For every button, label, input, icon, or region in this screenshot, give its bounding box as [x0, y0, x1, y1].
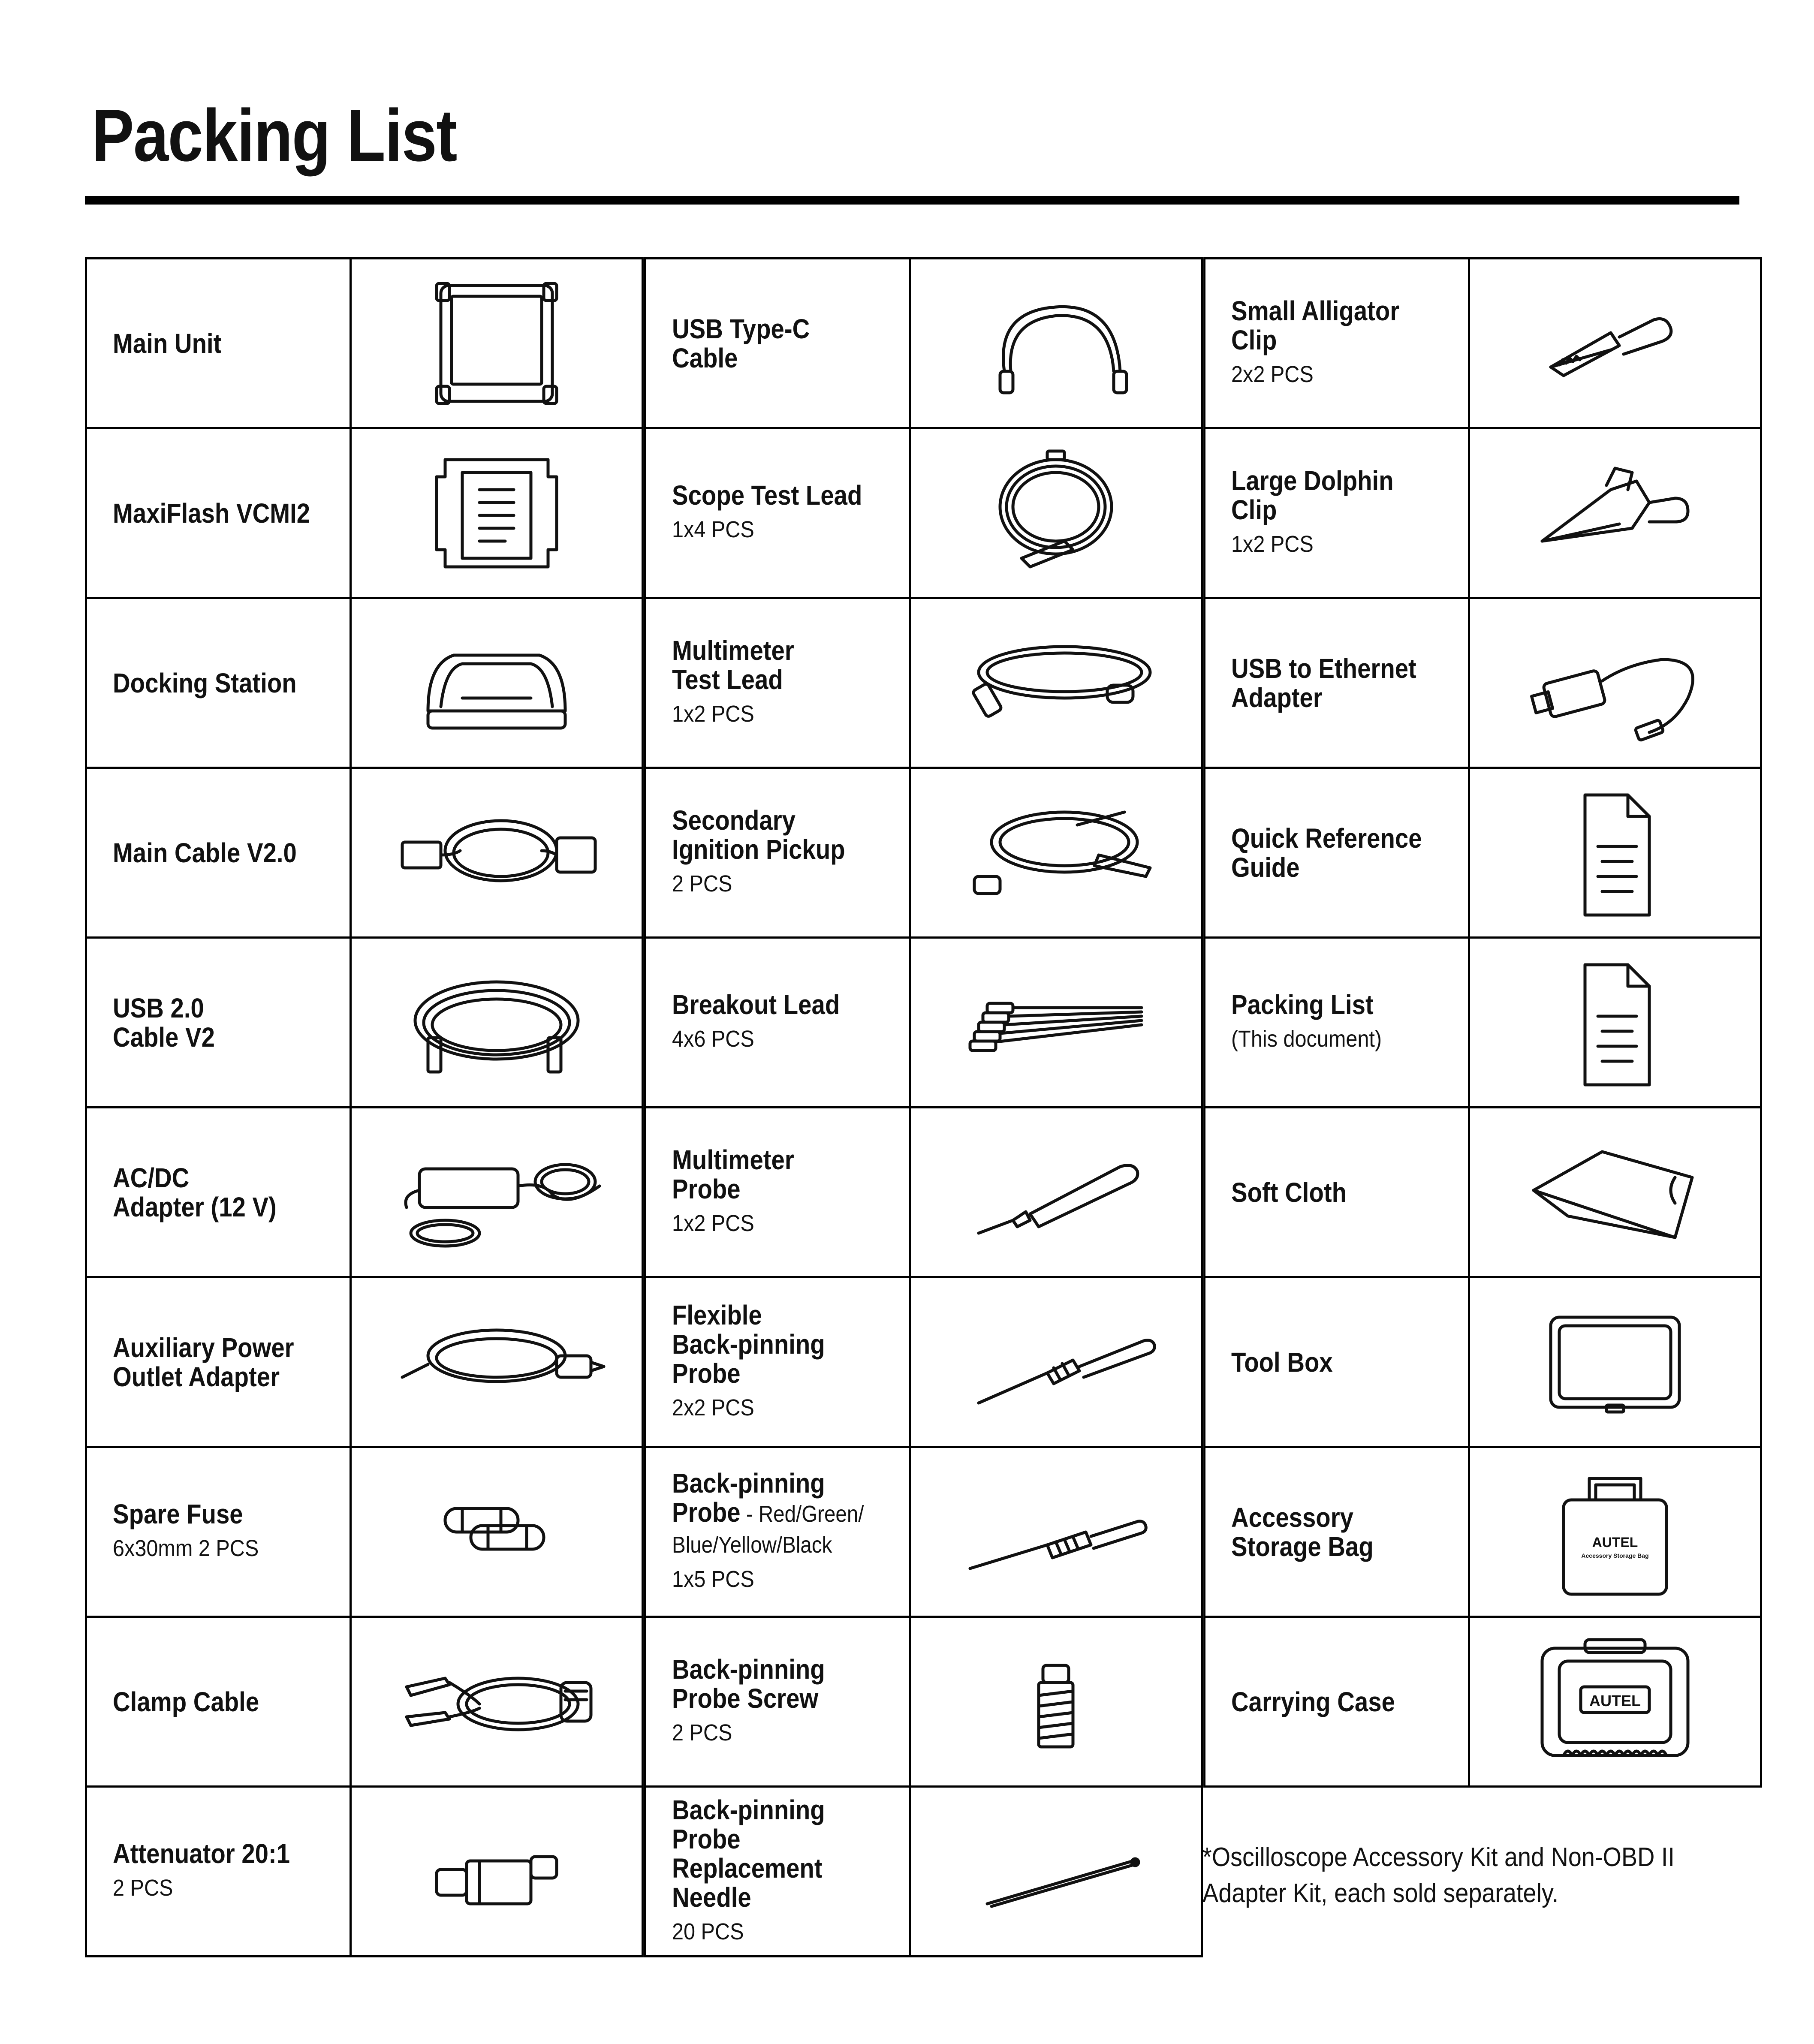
item-image-cell: [351, 938, 643, 1108]
item-label-cell: [645, 1277, 910, 1447]
alligator-clip-icon: [1495, 273, 1735, 414]
item-label-cell: [86, 428, 351, 598]
item-name: [672, 636, 880, 694]
item-label-cell: [86, 1108, 351, 1277]
attenuator-icon: [377, 1801, 617, 1942]
probe-icon: [936, 1122, 1176, 1263]
ethernet-adapter-icon: [1495, 612, 1735, 754]
packing-item-ac-dc-adapter-12-v: [86, 1108, 643, 1277]
item-name-text: Small Alligator Clip: [1231, 295, 1400, 355]
item-name-text: Back-pinning Probe: [672, 1467, 825, 1528]
item-image-cell: [910, 259, 1202, 428]
item-name: [113, 1163, 321, 1222]
item-label-cell: [86, 259, 351, 428]
item-label-cell: [645, 259, 910, 428]
breakout-lead-icon: [936, 952, 1176, 1093]
scope-lead-icon: [936, 443, 1176, 584]
packing-item-quick-reference-guide: [1205, 768, 1761, 938]
item-label-cell: [86, 1787, 351, 1957]
packing-item-usb-type-c-cable: [645, 259, 1202, 428]
item-name: [672, 990, 880, 1019]
item-image-cell: [351, 1447, 643, 1617]
item-name-text: Spare Fuse: [113, 1498, 243, 1529]
packing-item-carrying-case: [1205, 1617, 1761, 1787]
carrying-case-icon: [1495, 1631, 1735, 1773]
item-name: [672, 481, 880, 510]
item-name: [1231, 1348, 1440, 1377]
packing-item-flexible-back-pinning-probe: [645, 1277, 1202, 1447]
item-name: [672, 806, 880, 864]
item-label-cell: [645, 768, 910, 938]
item-name-text: MaxiFlash VCMI2: [113, 497, 310, 529]
packing-column-3: [1203, 257, 1762, 1788]
item-name: [113, 499, 321, 528]
item-name-text: Quick Reference Guide: [1231, 822, 1422, 883]
packing-item-tool-box: [1205, 1277, 1761, 1447]
usb-cable-icon: [377, 952, 617, 1093]
item-label-cell: [645, 938, 910, 1108]
item-name-text: Auxiliary Power Outlet Adapter: [113, 1332, 294, 1392]
item-label-cell: [86, 1447, 351, 1617]
item-label-cell: [1205, 1277, 1469, 1447]
item-name: [1231, 990, 1440, 1019]
title-rule: [85, 196, 1739, 205]
obd-cable-icon: [377, 782, 617, 924]
item-name-text: USB Type-C Cable: [672, 313, 810, 373]
packing-item-accessory-storage-bag: [1205, 1447, 1761, 1617]
item-name-text: Breakout Lead: [672, 989, 840, 1020]
item-name: [672, 1795, 880, 1912]
storage-bag-icon: [1495, 1461, 1735, 1603]
dolphin-clip-icon: [1495, 443, 1735, 584]
item-quantity: 20 PCS: [672, 1918, 744, 1945]
packing-item-secondary-ignition-pickup: [645, 768, 1202, 938]
item-color-note: - Red/Green/ Blue/Yellow/Black: [672, 1501, 864, 1558]
vcmi-device-icon: [377, 443, 617, 584]
ignition-pickup-icon: [936, 782, 1176, 924]
item-label-cell: [86, 938, 351, 1108]
item-image-cell: [1469, 428, 1761, 598]
packing-column-1: [85, 257, 644, 1957]
packing-item-usb-2-0-cable-v2: [86, 938, 643, 1108]
packing-item-main-unit: [86, 259, 643, 428]
svg-text:AUTEL: AUTEL: [1592, 1534, 1638, 1550]
packing-item-back-pinning-probe: [645, 1447, 1202, 1617]
item-name-text: USB to Ethernet Adapter: [1231, 653, 1416, 713]
item-name: [672, 314, 880, 373]
item-image-cell: [1469, 1617, 1761, 1787]
item-image-cell: [910, 1787, 1202, 1957]
item-image-cell: [1469, 1277, 1761, 1447]
item-name: [113, 1499, 321, 1529]
multimeter-lead-icon: [936, 612, 1176, 754]
item-quantity: 2x2 PCS: [1231, 361, 1314, 387]
clamp-cable-icon: [377, 1631, 617, 1773]
item-label-cell: [645, 1447, 910, 1617]
item-image-cell: [351, 1617, 643, 1787]
item-image-cell: [1469, 1447, 1761, 1617]
item-label-cell: [645, 1108, 910, 1277]
item-name-text: Large Dolphin Clip: [1231, 465, 1394, 525]
item-image-cell: [910, 428, 1202, 598]
back-pinning-probe-icon: [936, 1461, 1176, 1603]
item-name: [672, 1300, 880, 1388]
item-label-cell: [1205, 1108, 1469, 1277]
item-name-text: USB 2.0 Cable V2: [113, 992, 215, 1053]
item-label-cell: [86, 768, 351, 938]
item-name: [113, 329, 321, 358]
cigarette-adapter-icon: [377, 1291, 617, 1433]
item-quantity: 2 PCS: [113, 1875, 173, 1901]
item-label-cell: [645, 1787, 910, 1957]
item-image-cell: [910, 1447, 1202, 1617]
item-image-cell: [351, 259, 643, 428]
item-image-cell: [1469, 768, 1761, 938]
fuse-icon: [377, 1461, 617, 1603]
item-image-cell: [910, 938, 1202, 1108]
needle-icon: [936, 1801, 1176, 1942]
item-name: [1231, 1687, 1440, 1716]
item-label-cell: [1205, 768, 1469, 938]
document-icon: [1495, 952, 1735, 1093]
item-label-cell: [1205, 1617, 1469, 1787]
item-name: [1231, 1503, 1440, 1561]
item-name-text: Packing List: [1231, 989, 1374, 1020]
cloth-icon: [1495, 1122, 1735, 1263]
tablet-icon: [377, 273, 617, 414]
item-quantity: 2 PCS: [672, 870, 732, 897]
item-name: [1231, 654, 1440, 712]
item-name-text: Scope Test Lead: [672, 479, 862, 511]
item-label-cell: [1205, 1447, 1469, 1617]
item-label-cell: [1205, 428, 1469, 598]
item-name: [113, 1839, 321, 1868]
item-name: [113, 993, 321, 1052]
item-quantity: 6x30mm 2 PCS: [113, 1535, 259, 1561]
toolbox-icon: [1495, 1291, 1735, 1433]
packing-item-large-dolphin-clip: [1205, 428, 1761, 598]
item-image-cell: [1469, 1108, 1761, 1277]
packing-column-2: [644, 257, 1203, 1957]
item-image-cell: [1469, 259, 1761, 428]
item-quantity: 1x5 PCS: [672, 1566, 754, 1592]
usb-c-cable-icon: [936, 273, 1176, 414]
item-name-text: Back-pinning Probe Screw: [672, 1653, 825, 1714]
packing-item-small-alligator-clip: [1205, 259, 1761, 428]
packing-item-maxiflash-vcmi2: [86, 428, 643, 598]
item-image-cell: [351, 1277, 643, 1447]
packing-item-soft-cloth: [1205, 1108, 1761, 1277]
packing-item-docking-station: [86, 598, 643, 768]
item-quantity: 2x2 PCS: [672, 1394, 754, 1421]
item-name-text: Carrying Case: [1231, 1686, 1395, 1717]
packing-item-breakout-lead: [645, 938, 1202, 1108]
item-label-cell: [1205, 938, 1469, 1108]
item-name-text: Secondary Ignition Pickup: [672, 804, 845, 865]
item-quantity: 1x2 PCS: [1231, 531, 1314, 557]
item-name: [672, 1145, 880, 1204]
item-name-text: Flexible Back-pinning Probe: [672, 1299, 825, 1389]
item-name: [1231, 824, 1440, 882]
item-quantity: 2 PCS: [672, 1719, 732, 1746]
item-name-text: Main Cable V2.0: [113, 837, 297, 868]
item-label-cell: [86, 1277, 351, 1447]
item-quantity: 1x4 PCS: [672, 516, 754, 542]
packing-item-main-cable-v2-0: [86, 768, 643, 938]
item-name-text: Multimeter Probe: [672, 1144, 794, 1204]
docking-station-icon: [377, 612, 617, 754]
item-name: [113, 1333, 321, 1391]
item-image-cell: [910, 1277, 1202, 1447]
item-image-cell: [910, 1617, 1202, 1787]
packing-item-spare-fuse: [86, 1447, 643, 1617]
item-name: [1231, 296, 1440, 355]
item-image-cell: [910, 598, 1202, 768]
item-quantity: 1x2 PCS: [672, 1210, 754, 1236]
packing-item-clamp-cable: [86, 1617, 643, 1787]
power-adapter-icon: [377, 1122, 617, 1263]
probe-screw-icon: [936, 1631, 1176, 1773]
item-name-text: Back-pinning Probe Replacement Needle: [672, 1794, 825, 1913]
packing-item-packing-list: [1205, 938, 1761, 1108]
item-label-cell: [645, 1617, 910, 1787]
packing-item-back-pinning-probe-replacement-needle: [645, 1787, 1202, 1957]
item-name-text: Attenuator 20:1: [113, 1838, 290, 1869]
item-name: [113, 1687, 321, 1716]
item-image-cell: [351, 768, 643, 938]
item-label-cell: [86, 1617, 351, 1787]
svg-text:Accessory Storage Bag: Accessory Storage Bag: [1581, 1552, 1649, 1559]
packing-item-auxiliary-power-outlet-adapter: [86, 1277, 643, 1447]
item-image-cell: [1469, 938, 1761, 1108]
packing-item-back-pinning-probe-screw: [645, 1617, 1202, 1787]
item-name: [672, 1655, 880, 1713]
item-name-text: Docking Station: [113, 667, 297, 698]
footnote: *Oscilloscope Accessory Kit and Non-OBD II Adapter Kit, each sold separately.: [1202, 1842, 1675, 1908]
item-label-cell: [645, 598, 910, 768]
item-image-cell: [351, 428, 643, 598]
item-image-cell: [910, 768, 1202, 938]
item-name-text: Accessory Storage Bag: [1231, 1502, 1374, 1562]
svg-text:AUTEL: AUTEL: [1589, 1692, 1641, 1710]
item-image-cell: [351, 598, 643, 768]
packing-item-attenuator-20-1: [86, 1787, 643, 1957]
item-label-cell: [1205, 259, 1469, 428]
item-name: [113, 838, 321, 867]
item-name-text: Tool Box: [1231, 1346, 1333, 1378]
item-name-text: Clamp Cable: [113, 1686, 259, 1717]
packing-item-multimeter-probe: [645, 1108, 1202, 1277]
item-quantity: (This document): [1231, 1026, 1382, 1052]
item-name: [672, 1469, 880, 1559]
packing-item-scope-test-lead: [645, 428, 1202, 598]
packing-item-usb-to-ethernet-adapter: [1205, 598, 1761, 768]
flexible-probe-icon: [936, 1291, 1176, 1433]
item-image-cell: [910, 1108, 1202, 1277]
packing-item-multimeter-test-lead: [645, 598, 1202, 768]
item-quantity: 4x6 PCS: [672, 1026, 754, 1052]
item-name-text: AC/DC Adapter (12 V): [113, 1162, 277, 1222]
document-icon: [1495, 782, 1735, 924]
item-name-text: Soft Cloth: [1231, 1177, 1347, 1208]
item-label-cell: [1205, 598, 1469, 768]
item-image-cell: [351, 1108, 643, 1277]
item-name: [1231, 1178, 1440, 1207]
item-name: [1231, 466, 1440, 524]
page-title: Packing List: [92, 94, 457, 177]
item-quantity: 1x2 PCS: [672, 701, 754, 727]
item-label-cell: [86, 598, 351, 768]
item-image-cell: [1469, 598, 1761, 768]
item-name-text: Multimeter Test Lead: [672, 635, 794, 695]
item-label-cell: [645, 428, 910, 598]
item-name: [113, 668, 321, 698]
item-image-cell: [351, 1787, 643, 1957]
item-name-text: Main Unit: [113, 328, 222, 359]
